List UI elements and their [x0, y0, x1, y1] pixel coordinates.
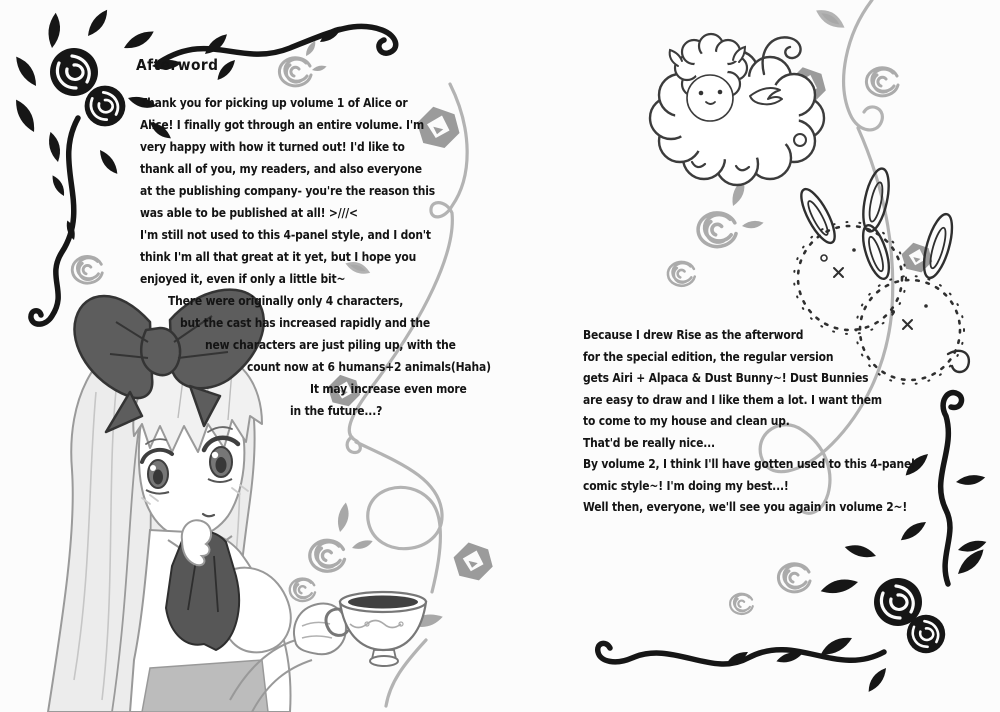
text-line: new characters are just piling up, with the	[205, 337, 456, 352]
text-line: That'd be really nice...	[583, 434, 715, 450]
text-line: count now at 6 humans+2 animals(Haha)	[247, 359, 491, 374]
text-line: Because I drew Rise as the afterword	[583, 327, 804, 342]
text-line: Thank you for picking up volume 1 of Alice or	[140, 95, 408, 110]
text-line: Well then, everyone, we'll see you again in volume 2~!	[583, 499, 908, 514]
left-page-paragraph	[140, 92, 531, 422]
right-page-paragraph	[583, 324, 969, 518]
text-line: are easy to draw and I like them a lot. I want them	[583, 391, 882, 407]
text-line: It may increase even more	[310, 381, 467, 396]
text-line: I'm still not used to this 4-panel style, and I don't	[140, 227, 431, 242]
text-line: gets Airi + Alpaca & Dust Bunny~! Dust Bunnies	[583, 370, 869, 385]
text-line: in the future...?	[290, 403, 383, 418]
text-line: to come to my house and clean up.	[583, 413, 790, 428]
afterword-title: Afterword	[136, 56, 219, 74]
text-line: By volume 2, I think I'll have gotten used to this 4-panel	[583, 456, 915, 471]
text-line: but the cast has increased rapidly and the	[180, 315, 430, 330]
text-line: There were originally only 4 characters,	[168, 293, 404, 308]
text-line: comic style~! I'm doing my best...!	[583, 477, 789, 493]
text-line: for the special edition, the regular version	[583, 348, 834, 364]
text-line: at the publishing company- you're the reason this	[140, 183, 435, 198]
text-line: think I'm all that great at it yet, but I hope you	[140, 249, 417, 264]
text-line: thank all of you, my readers, and also everyone	[140, 161, 422, 176]
text-line: very happy with how it turned out! I'd like to	[140, 139, 405, 154]
text-line: enjoyed it, even if only a little bit~	[140, 271, 346, 286]
text-line: was able to be published at all! >///<	[140, 205, 358, 220]
text-line: Alice! I finally got through an entire volume. I'm	[140, 117, 425, 132]
